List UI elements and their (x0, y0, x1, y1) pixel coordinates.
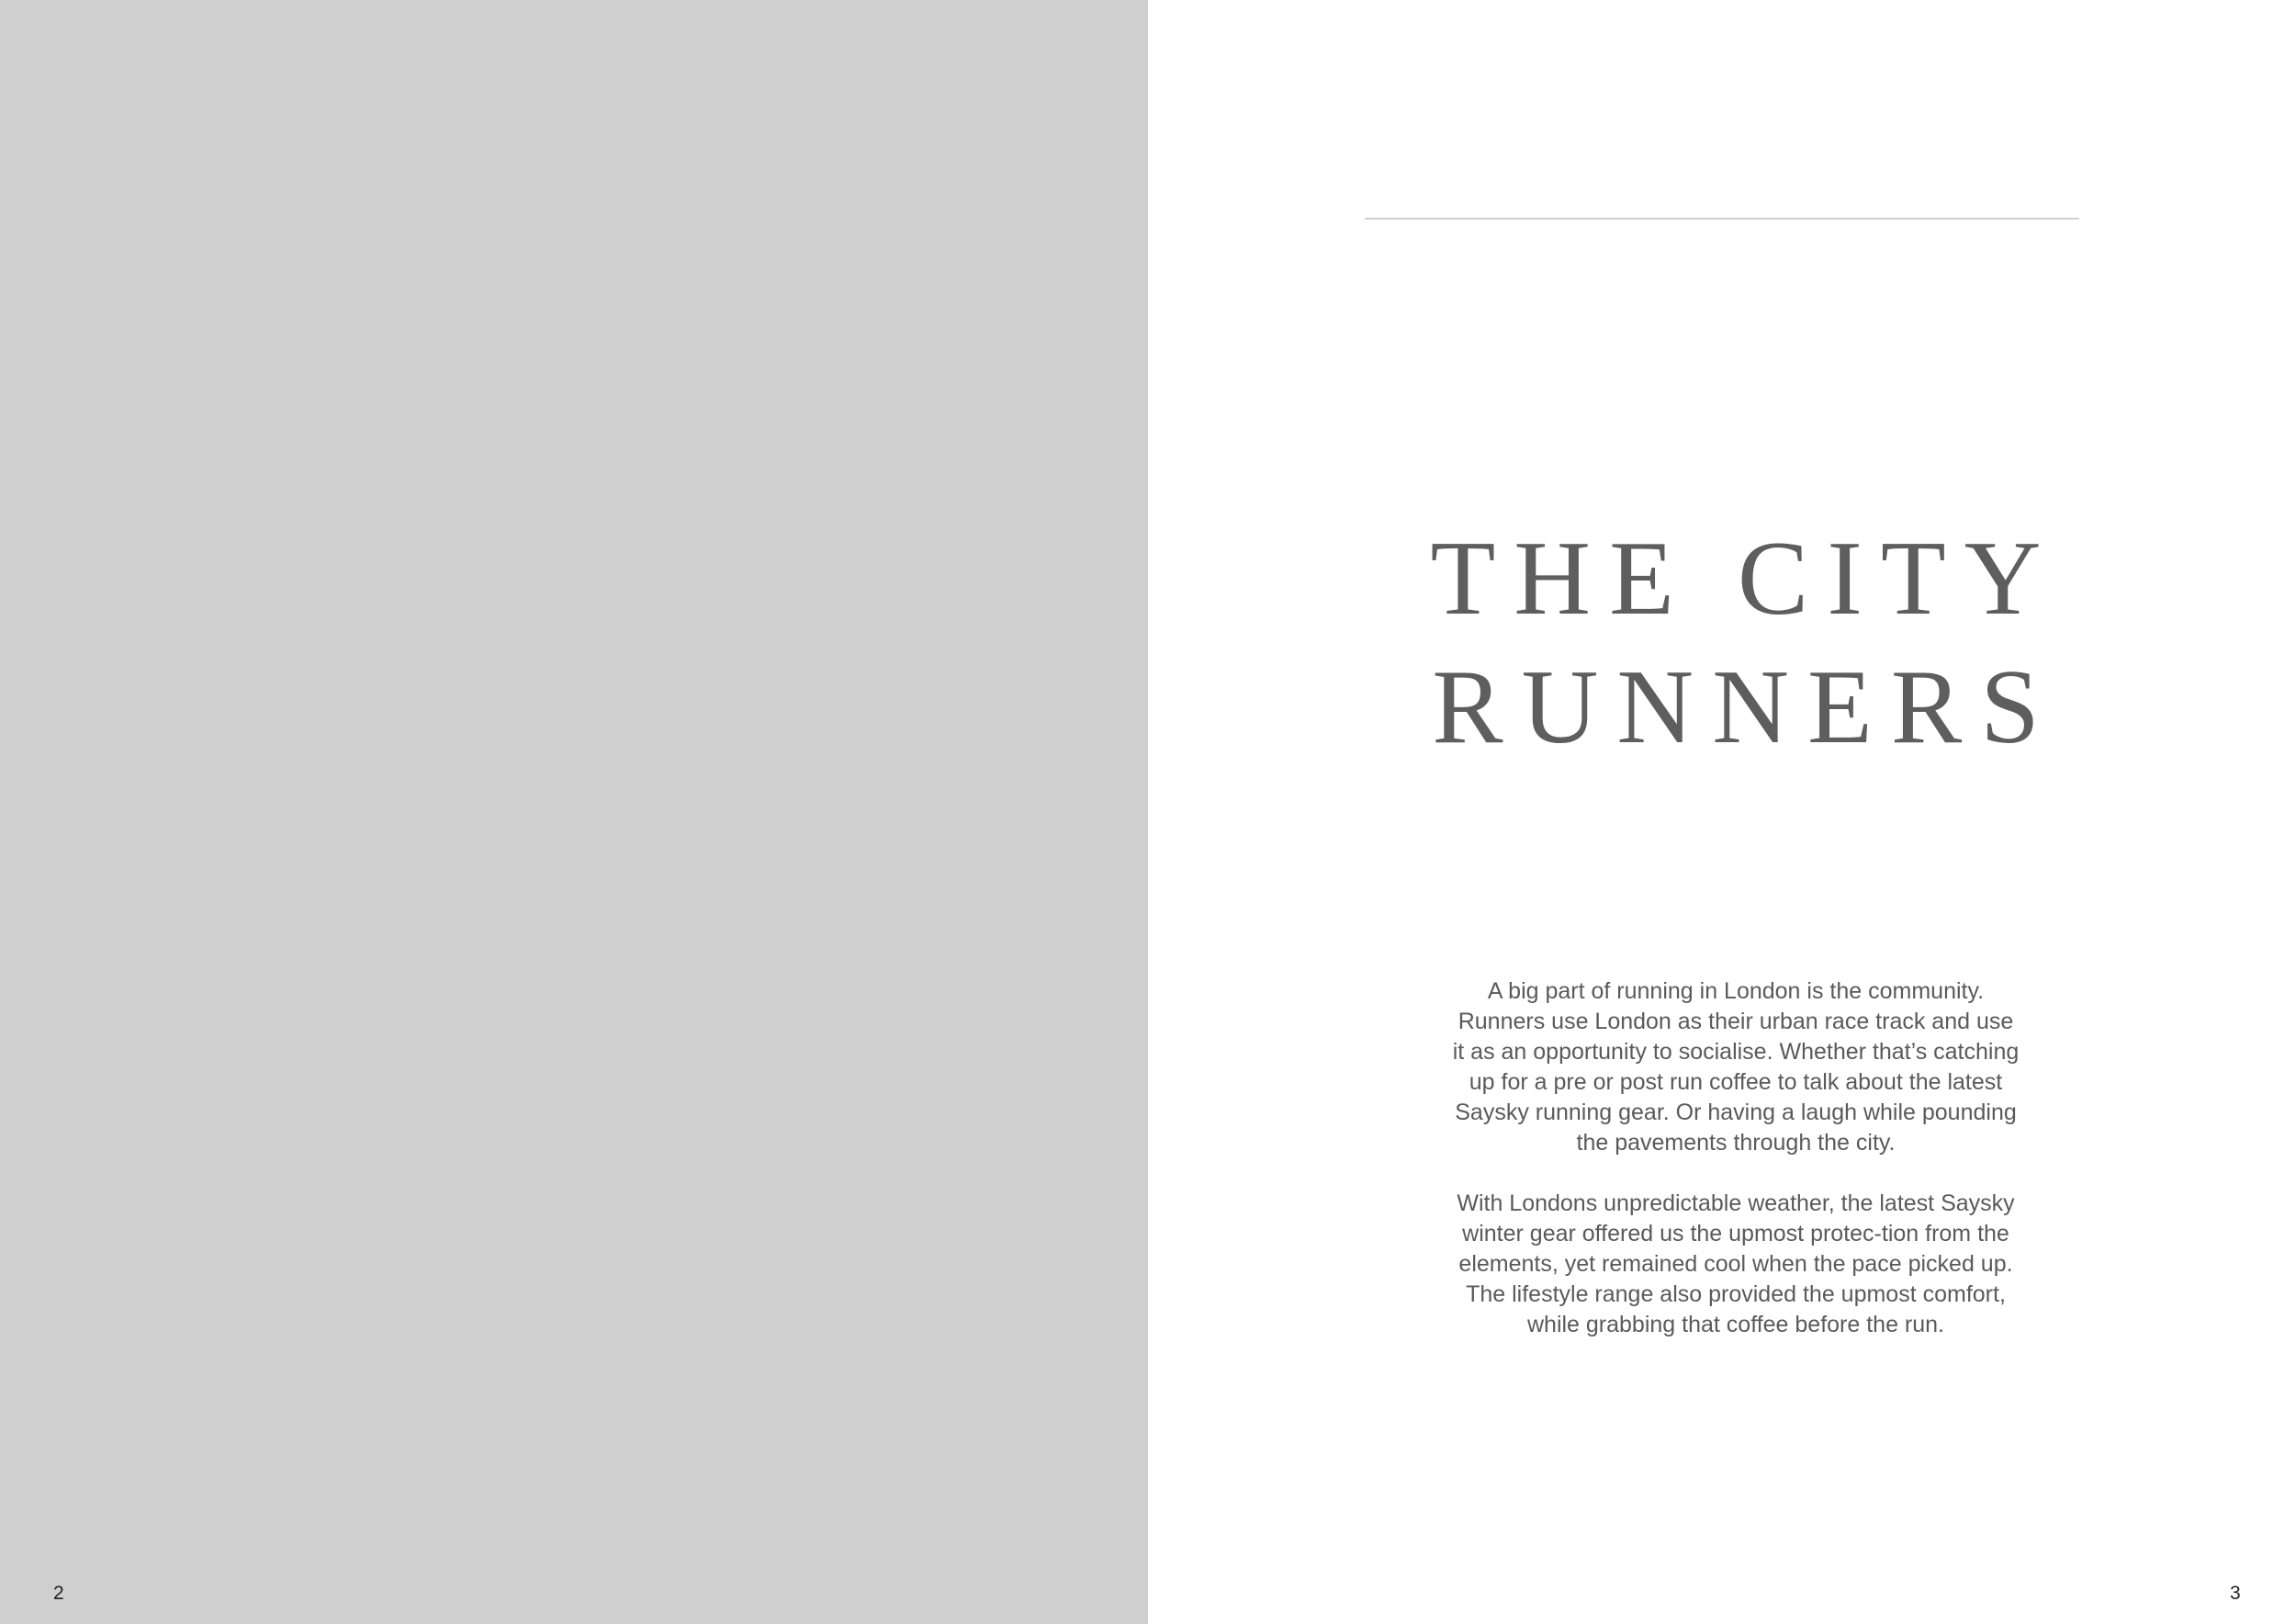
horizontal-rule (1365, 218, 2079, 220)
right-page (1148, 0, 2296, 1624)
paragraph-1: A big part of running in London is the community. Runners use London as their urban race track and use it as an opportunity to socialise. Whether that’s catching up for a pre or post run coffee to talk about the latest Saysky running gear. Or having a laugh while pounding the pavements through the city. (1452, 978, 2020, 1156)
article-body (1451, 976, 2020, 1370)
page-number-left: 2 (53, 1583, 64, 1604)
title-line-2: RUNNERS (1432, 648, 2058, 766)
paragraph-2: With Londons unpredictable weather, the latest Saysky winter gear offered us the upmost protec-tion from the elements, yet remained cool when the pace picked up. The lifestyle range also provided the upmost comfort, while grabbing that coffee before the run. (1457, 1190, 2015, 1337)
title-line-1: THE CITY (1430, 520, 2060, 637)
page-number-right: 3 (2230, 1583, 2241, 1604)
article-title (1332, 514, 2140, 772)
